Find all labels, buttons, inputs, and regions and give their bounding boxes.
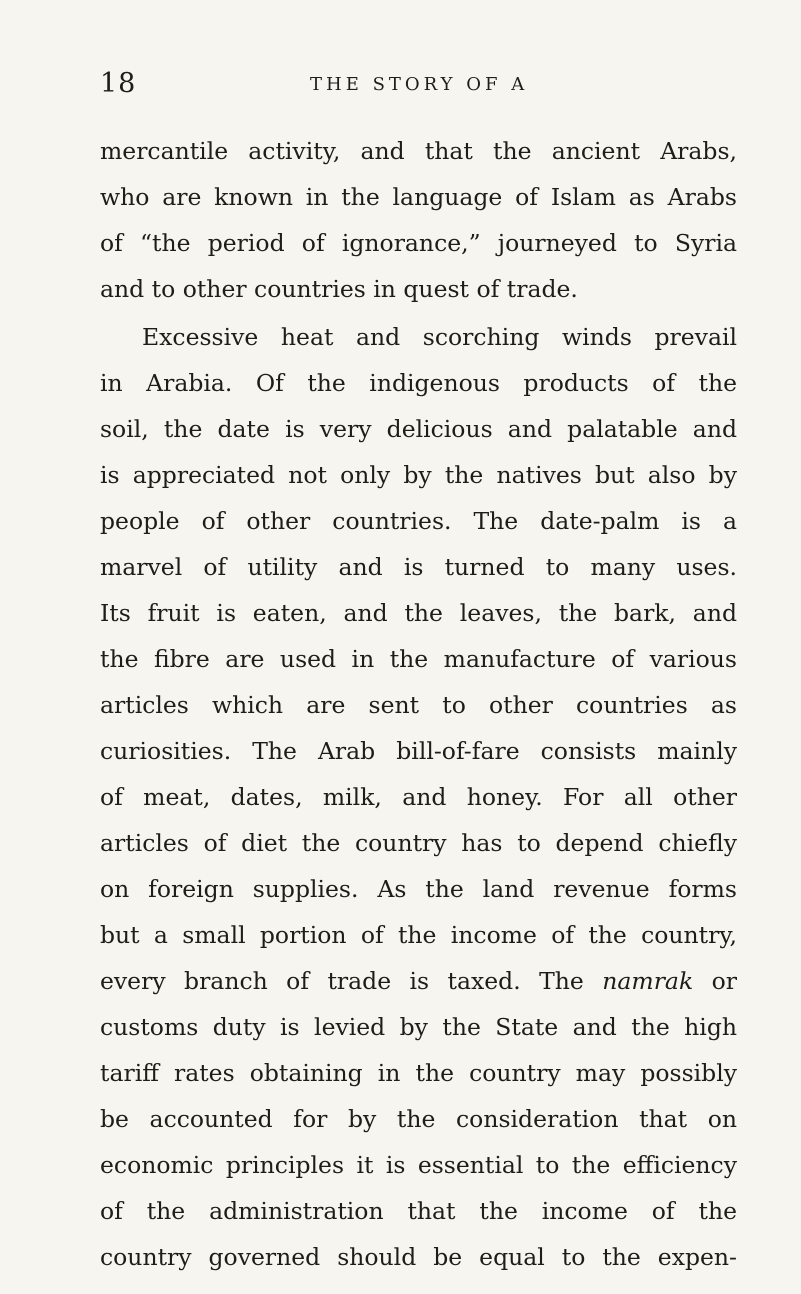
text-line: people of other countries. The date-palm is a (100, 507, 737, 535)
text-line: marvel of utility and is turned to many uses. (100, 553, 737, 581)
page-number: 18 (100, 68, 137, 99)
text-line: who are known in the language of Islam as Arabs (100, 183, 737, 211)
text-segment: or (693, 967, 738, 995)
italic-term-namrak: namrak (602, 967, 694, 995)
text-line: in Arabia. Of the indigenous products of the (100, 369, 737, 397)
text-line: mercantile activity, and that the ancient Arabs, (100, 137, 737, 165)
text-line: articles which are sent to other countries as (100, 691, 737, 719)
text-line: of “the period of ignorance,” journeyed to Syria (100, 229, 737, 257)
running-head (100, 68, 726, 108)
paragraph-start-line: Excessive heat and scorching winds prevail (142, 323, 737, 351)
text-line: the fibre are used in the manufacture of various (100, 645, 737, 673)
text-line: Its fruit is eaten, and the leaves, the bark, and (100, 599, 737, 627)
text-line-with-italic (100, 958, 737, 1004)
text-line: is appreciated not only by the natives but also by (100, 461, 737, 489)
text-line: but a small portion of the income of the country, (100, 921, 737, 949)
text-line: tariff rates obtaining in the country may possibly (100, 1059, 737, 1087)
text-line: of meat, dates, milk, and honey. For all other (100, 783, 737, 811)
running-title: THE STORY OF A (310, 74, 529, 95)
text-line: soil, the date is very delicious and palatable and (100, 415, 737, 443)
text-line: customs duty is levied by the State and the high (100, 1013, 737, 1041)
text-line: articles of diet the country has to depend chiefly (100, 829, 737, 857)
text-line: country governed should be equal to the expen- (100, 1243, 737, 1271)
text-line: of the administration that the income of the (100, 1197, 737, 1225)
text-line: curiosities. The Arab bill-of-fare consists mainly (100, 737, 737, 765)
text-line: on foreign supplies. As the land revenue forms (100, 875, 737, 903)
text-line: economic principles it is essential to the efficiency (100, 1151, 737, 1179)
text-line: be accounted for by the consideration that on (100, 1105, 737, 1133)
text-line: and to other countries in quest of trade. (100, 275, 578, 303)
text-segment: every branch of trade is taxed. The (100, 967, 603, 995)
